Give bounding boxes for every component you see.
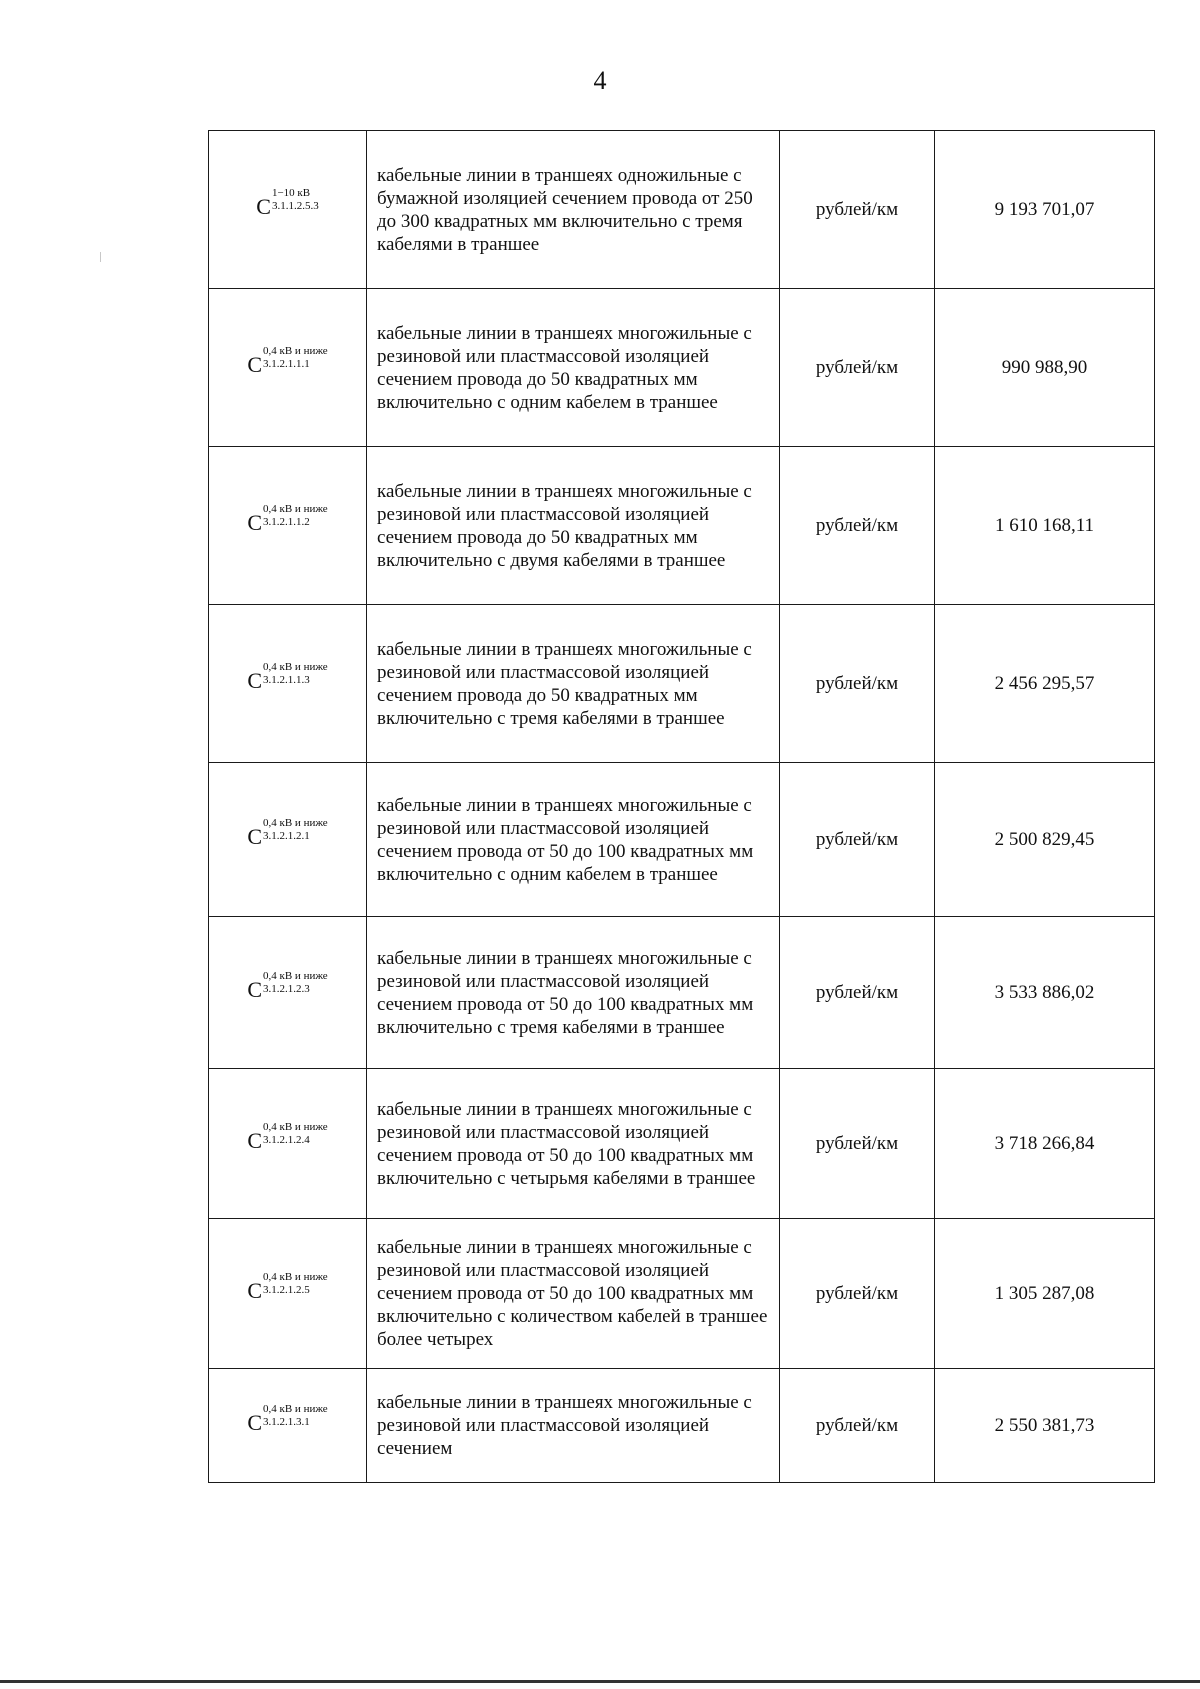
value-cell <box>935 1369 1155 1483</box>
rate-code-voltage: 0,4 кВ и ниже <box>263 1402 328 1415</box>
unit-text: рублей/км <box>815 1132 899 1154</box>
rate-code <box>247 661 327 693</box>
rate-code <box>247 817 327 849</box>
unit-cell <box>780 1369 935 1483</box>
rate-code <box>247 1121 327 1153</box>
rate-code-letter: C <box>247 1127 262 1153</box>
value-text: 990 988,90 <box>1001 356 1088 378</box>
rate-code-letter: C <box>256 193 271 219</box>
rate-code-cell <box>209 917 367 1069</box>
value-text: 1 610 168,11 <box>994 514 1095 536</box>
value-text: 1 305 287,08 <box>994 1282 1095 1304</box>
description-cell: кабельные линии в траншеях многожильные с резиновой или пластмассовой изоляцией сечением провода от 50 до 100 квадратных мм включительно с количеством кабелей в траншее более четырех <box>367 1219 780 1369</box>
rate-code-cell <box>209 1219 367 1369</box>
table-row <box>209 131 1155 289</box>
rate-code-letter: C <box>247 509 262 535</box>
scan-artifact <box>100 252 101 262</box>
unit-cell <box>780 131 935 289</box>
rate-code-index: 3.1.2.1.2.3 <box>263 982 310 995</box>
unit-cell <box>780 289 935 447</box>
rate-code-cell <box>209 763 367 917</box>
scan-bottom-edge <box>0 1680 1200 1683</box>
description-cell: кабельные линии в траншеях многожильные с резиновой или пластмассовой изоляцией сечением провода до 50 квадратных мм включительно с одним кабелем в траншее <box>367 289 780 447</box>
rate-code-index: 3.1.2.1.1.1 <box>263 357 310 370</box>
value-text: 2 456 295,57 <box>994 672 1095 694</box>
rate-code-voltage: 1−10 кВ <box>271 186 311 199</box>
rate-code-letter: C <box>247 1409 262 1435</box>
table-row <box>209 289 1155 447</box>
description-cell: кабельные линии в траншеях многожильные с резиновой или пластмассовой изоляцией сечением <box>367 1369 780 1483</box>
table-row <box>209 447 1155 605</box>
unit-text: рублей/км <box>815 514 899 536</box>
description-cell: кабельные линии в траншеях многожильные с резиновой или пластмассовой изоляцией сечением провода от 50 до 100 квадратных мм включительно с четырьмя кабелями в траншее <box>367 1069 780 1219</box>
value-cell <box>935 917 1155 1069</box>
value-cell <box>935 1069 1155 1219</box>
rate-code-voltage: 0,4 кВ и ниже <box>263 816 328 829</box>
value-text: 2 500 829,45 <box>994 828 1095 850</box>
rate-code-voltage: 0,4 кВ и ниже <box>263 1120 328 1133</box>
rate-code-voltage: 0,4 кВ и ниже <box>263 969 328 982</box>
unit-text: рублей/км <box>815 356 899 378</box>
rate-code-index: 3.1.2.1.3.1 <box>263 1415 310 1428</box>
description-cell: кабельные линии в траншеях многожильные с резиновой или пластмассовой изоляцией сечением провода до 50 квадратных мм включительно с тремя кабелями в траншее <box>367 605 780 763</box>
value-text: 9 193 701,07 <box>994 198 1095 220</box>
rate-code <box>247 345 327 377</box>
unit-text: рублей/км <box>815 981 899 1003</box>
rate-code-letter: C <box>247 667 262 693</box>
rate-code <box>247 970 327 1002</box>
rate-code-index: 3.1.2.1.2.1 <box>263 829 310 842</box>
unit-text: рублей/км <box>815 672 899 694</box>
rate-code-index: 3.1.2.1.2.5 <box>263 1283 310 1296</box>
rate-code <box>247 1271 327 1303</box>
unit-text: рублей/км <box>815 1414 899 1436</box>
description-cell: кабельные линии в траншеях многожильные с резиновой или пластмассовой изоляцией сечением провода от 50 до 100 квадратных мм включительно с одним кабелем в траншее <box>367 763 780 917</box>
unit-text: рублей/км <box>815 198 899 220</box>
rate-code-index: 3.1.2.1.1.3 <box>263 673 310 686</box>
unit-text: рублей/км <box>815 828 899 850</box>
value-cell <box>935 763 1155 917</box>
rate-code-index: 3.1.2.1.1.2 <box>263 515 310 528</box>
rate-code-index: 3.1.1.2.5.3 <box>271 199 319 212</box>
value-text: 3 533 886,02 <box>994 981 1095 1003</box>
unit-cell <box>780 1219 935 1369</box>
unit-text: рублей/км <box>815 1282 899 1304</box>
rate-code <box>247 503 327 535</box>
rate-code-index: 3.1.2.1.2.4 <box>263 1133 310 1146</box>
rate-code-letter: C <box>247 1277 262 1303</box>
rate-code-cell <box>209 605 367 763</box>
rate-code-cell <box>209 1069 367 1219</box>
rate-code-cell <box>209 131 367 289</box>
rate-code-letter: C <box>247 823 262 849</box>
value-text: 3 718 266,84 <box>994 1132 1095 1154</box>
unit-cell <box>780 917 935 1069</box>
unit-cell <box>780 447 935 605</box>
rate-code-voltage: 0,4 кВ и ниже <box>263 344 328 357</box>
description-cell: кабельные линии в траншеях многожильные с резиновой или пластмассовой изоляцией сечением провода до 50 квадратных мм включительно с двумя кабелями в траншее <box>367 447 780 605</box>
value-cell <box>935 605 1155 763</box>
table-row <box>209 917 1155 1069</box>
rate-code <box>247 1403 327 1435</box>
tariff-table <box>208 130 1155 1483</box>
unit-cell <box>780 605 935 763</box>
table-row <box>209 605 1155 763</box>
table-row <box>209 1069 1155 1219</box>
rate-code-voltage: 0,4 кВ и ниже <box>263 660 328 673</box>
rate-code-letter: C <box>247 351 262 377</box>
rate-code-voltage: 0,4 кВ и ниже <box>263 1270 328 1283</box>
rate-code-voltage: 0,4 кВ и ниже <box>263 502 328 515</box>
description-cell: кабельные линии в траншеях многожильные с резиновой или пластмассовой изоляцией сечением провода от 50 до 100 квадратных мм включительно с тремя кабелями в траншее <box>367 917 780 1069</box>
value-cell <box>935 289 1155 447</box>
unit-cell <box>780 763 935 917</box>
value-cell <box>935 131 1155 289</box>
value-cell <box>935 1219 1155 1369</box>
rate-code-letter: C <box>247 976 262 1002</box>
description-cell: кабельные линии в траншеях одножильные с бумажной изоляцией сечением провода от 250 до 300 квадратных мм включительно с тремя кабелями в траншее <box>367 131 780 289</box>
page-number: 4 <box>593 66 607 95</box>
value-text: 2 550 381,73 <box>994 1414 1095 1436</box>
table-row <box>209 763 1155 917</box>
rate-code <box>256 187 318 219</box>
table-row <box>209 1369 1155 1483</box>
rate-code-cell <box>209 447 367 605</box>
unit-cell <box>780 1069 935 1219</box>
rate-code-cell <box>209 289 367 447</box>
value-cell <box>935 447 1155 605</box>
table-row <box>209 1219 1155 1369</box>
rate-code-cell <box>209 1369 367 1483</box>
